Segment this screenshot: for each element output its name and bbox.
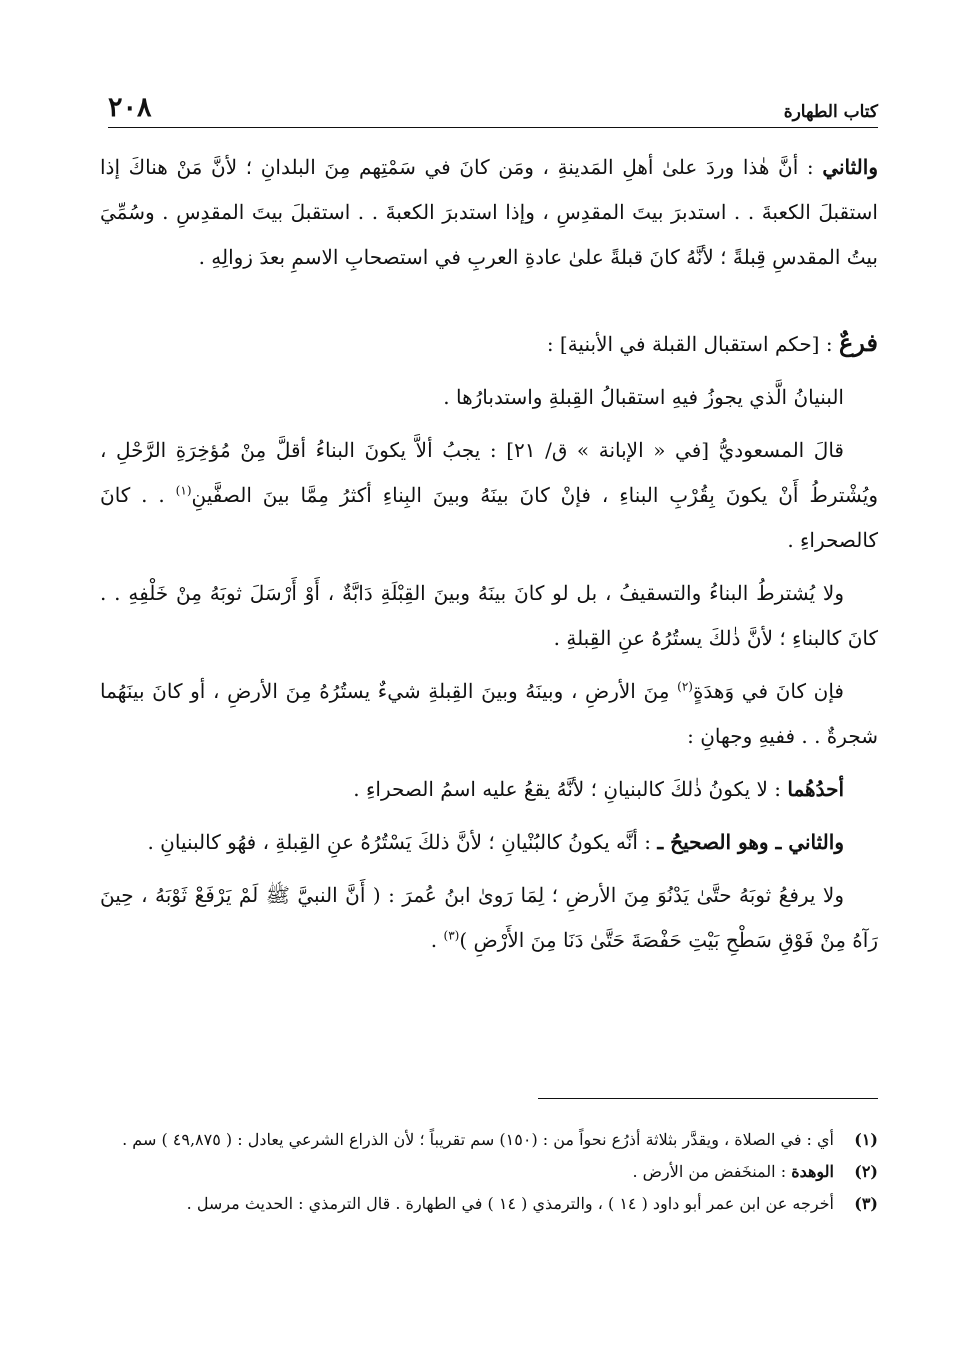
footnote-lead: الوهدة bbox=[791, 1162, 834, 1181]
footnote-ref-3[interactable]: (٣) bbox=[443, 928, 460, 943]
footnote-text-wrap bbox=[100, 1157, 834, 1187]
book-title: كتاب الطهارة bbox=[783, 102, 878, 122]
footnote-ref-1[interactable]: (١) bbox=[175, 483, 192, 498]
paragraph-text: قالَ المسعوديُّ [في « الإبانة » ق/ ٢١] : يجبُ ألاَّ يكونَ البناءُ أقلَّ مِنْ مُؤخِرَةِ الرَّحْلِ ، ويُشْترطُ أَنْ يكونَ بِقُرْبِ البناءِ ، فإنْ كانَ بينَهُ وبينَ البِناءِ أكثرُ مِمَّا بينَ الصفَّينِ bbox=[100, 438, 879, 507]
paragraph-lead: أحدُهُما bbox=[787, 777, 844, 801]
paragraph-lead: والثاني ـ وهو الصحيحُ ـ bbox=[657, 830, 844, 854]
paragraph-text: : أنَّ هٰذا وردَ علىٰ أهلِ المَدينةِ ، ومَن كانَ في سَمْتِهم مِنَ البلدانِ ؛ لأنَّ مَنْ هناكَ إذا استقبلَ الكعبةَ . . استدبرَ بيتَ المقدِسِ ، وإذا استدبرَ الكعبةَ . . استقبلَ بيتَ المقدِسِ . وسُمِّيَ بيتُ المقدسِ قِبلةً ؛ لأنَّهُ كانَ قبلةً علىٰ عادةِ العربِ في استصحابِ الاسمِ بعدَ زوالِهِ . bbox=[100, 155, 878, 269]
paragraph-3 bbox=[100, 375, 878, 420]
footnotes bbox=[100, 1125, 878, 1221]
paragraph-text: . bbox=[430, 928, 444, 952]
footnote-number: (٣) bbox=[854, 1194, 878, 1213]
paragraph-text: : أنَّه يكونُ كالبُنْيانِ ؛ لأنَّ ذلكَ يَسْتُرُهُ عنِ القِبلةِ ، فهُو كالبنيانِ . bbox=[147, 830, 658, 854]
paragraph-lead: والثاني bbox=[822, 155, 878, 179]
footnote-3 bbox=[100, 1189, 878, 1219]
paragraph-2 bbox=[100, 320, 878, 367]
footnote-ref-2[interactable]: (٢) bbox=[677, 679, 693, 694]
paragraph-text: : لا يكونُ ذٰلكَ كالبنيانِ ؛ لأنَّهُ يقعُ عليه اسمُ الصحراءِ . bbox=[353, 777, 788, 801]
footnote-number: (١) bbox=[854, 1130, 878, 1149]
footnote-text: : المنخَفض من الأرض . bbox=[632, 1162, 792, 1181]
footnote-number: (٢) bbox=[854, 1162, 878, 1181]
footnote-divider bbox=[538, 1098, 878, 1099]
paragraph-text: ولا يرفعُ ثوبَهُ حتَّىٰ يَدْنُوَ مِنَ الأرضِ ؛ لِمَا رَوىٰ ابنُ عُمرَ : ( أَنَّ النبيَّ ﷺ لَمْ يَرْفَعْ ثَوْبَهُ ، حِينَ رَآهُ مِنْ فَوْقِ سَطْحِ بَيْتِ حَفْصَةَ حَتَّىٰ دَنَا مِنَ الأَرْضِ ) bbox=[100, 883, 878, 952]
section-heading: : [حكم استقبال القبلة في الأبنية] : bbox=[546, 332, 839, 356]
page-number: ٢٠٨ bbox=[108, 92, 152, 123]
footnote-1 bbox=[100, 1125, 878, 1155]
footnote-text: أخرجه عن ابن عمر أبو داود ( ١٤ ) ، والترمذي ( ١٤ ) في الطهارة . قال الترمذي : الحديث مرسل . bbox=[186, 1194, 834, 1213]
paragraph-text: فإن كانَ في وَهدَةٍ bbox=[692, 679, 844, 703]
paragraph-text: مِنَ الأرضِ ، وبينَهُ وبينَ القِبلةِ شيءٌ يستُرُهُ مِنَ الأرضِ ، أو كانَ بينَهُما شجرةٌ . . ففيهِ وجهانِ : bbox=[100, 679, 878, 748]
section-label: فرعٌ bbox=[838, 328, 878, 357]
paragraph-5 bbox=[100, 571, 878, 661]
main-text bbox=[100, 145, 878, 971]
paragraph-text: . . كانَ كالصحراءِ . bbox=[100, 483, 878, 552]
paragraph-8 bbox=[100, 820, 878, 865]
paragraph-7 bbox=[100, 767, 878, 812]
paragraph-text: البنيانُ الَّذي يجوزُ فيهِ استقبالُ القِبلةِ واستدبارُها . bbox=[443, 385, 844, 409]
paragraph-6 bbox=[100, 669, 878, 759]
footnote-2 bbox=[100, 1157, 878, 1187]
paragraph-9 bbox=[100, 873, 878, 963]
footnote-text: أي : في الصلاة ، ويقدَّر بثلاثة أذرُع نحواً من : (١٥٠) سم تقريباً ؛ لأن الذراع الشرعي يعادل : ( ٤٩,٨٧٥ ) سم . bbox=[122, 1130, 834, 1149]
paragraph-1 bbox=[100, 145, 878, 280]
running-header bbox=[108, 88, 878, 128]
paragraph-4 bbox=[100, 428, 878, 563]
paragraph-text: ولا يُشترطُ البناءُ والتسقيفُ ، بل لو كانَ بينَهُ وبينَ القِبْلَةِ دَابَّةٌ ، أَوْ أَرْسَلَ ثوبَهُ مِنْ خَلْفِهِ . . كانَ كالبناءِ ؛ لأنَّ ذٰلكَ يستُرُهُ عنِ القِبلةِ . bbox=[100, 581, 878, 650]
